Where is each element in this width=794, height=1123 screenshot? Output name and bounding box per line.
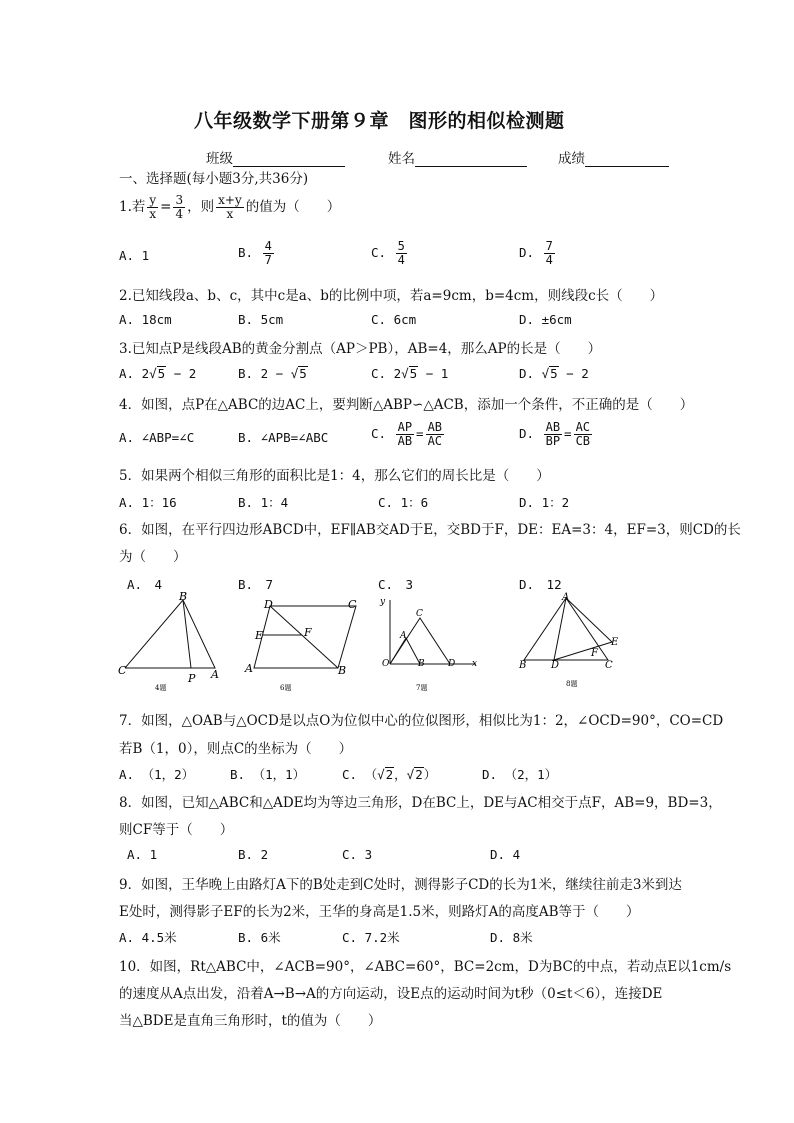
question-1: 1.若 $\frac{y}{x}$ = $\frac{3}{4}$ ，则 $\frac{x+y}{x}$ 的值为（ ） xyxy=(119,193,341,221)
svg-text:B: B xyxy=(519,660,527,671)
svg-text:O: O xyxy=(382,659,390,669)
svg-text:C: C xyxy=(118,664,127,677)
svg-text:4题: 4题 xyxy=(155,684,167,692)
svg-text:A: A xyxy=(562,592,570,603)
figure-q6 xyxy=(242,592,362,692)
figure-q7 xyxy=(376,592,486,692)
q6-option-d[interactable]: D. 12 xyxy=(519,577,562,592)
q5-option-c[interactable]: C. 1：6 xyxy=(378,495,429,510)
question-8-line1: 8．如图，已知△ABC和△ADE均为等边三角形，D在BC上，DE与AC相交于点F，AB=9，BD=3， xyxy=(119,795,722,811)
name-blank[interactable] xyxy=(415,152,527,167)
q5-option-d[interactable]: D. 1：2 xyxy=(519,495,570,510)
svg-text:F: F xyxy=(591,648,598,659)
q8-option-b[interactable]: B. 2 xyxy=(238,847,269,862)
q3-option-d[interactable]: D. √5 − 2 xyxy=(519,366,589,381)
question-10-line3: 当△BDE是直角三角形时，t的值为（ ） xyxy=(119,1013,382,1029)
q7-option-a[interactable]: A. （1，2） xyxy=(119,767,195,782)
svg-text:A: A xyxy=(245,662,253,675)
svg-text:8题: 8题 xyxy=(566,680,578,688)
svg-text:B: B xyxy=(418,659,425,669)
svg-text:P: P xyxy=(188,672,196,685)
q8-option-c[interactable]: C. 3 xyxy=(342,847,373,862)
svg-text:B: B xyxy=(338,664,347,677)
q9-option-d[interactable]: D. 8米 xyxy=(490,930,533,945)
class-label: 班级 xyxy=(206,151,233,167)
q9-option-a[interactable]: A. 4.5米 xyxy=(119,930,177,945)
svg-text:F: F xyxy=(304,626,312,639)
question-4: 4．如图，点P在△ABC的边AC上，要判断△ABP∽△ACB，添加一个条件，不正确的是（ ） xyxy=(119,397,694,413)
q9-option-b[interactable]: B. 6米 xyxy=(238,930,281,945)
q1-option-b[interactable]: B. $\frac{4}{7}$ xyxy=(238,239,272,267)
svg-text:B: B xyxy=(179,592,188,603)
q4-option-a[interactable]: A. ∠ABP=∠C xyxy=(119,430,195,445)
svg-text:D: D xyxy=(264,598,273,611)
question-3: 3.已知点P是线段AB的黄金分割点（AP＞PB），AB=4，那么AP的长是（ ） xyxy=(119,341,602,357)
q4-option-b[interactable]: B. ∠APB=∠ABC xyxy=(238,430,329,445)
score-label: 成绩 xyxy=(558,151,585,167)
q5-option-a[interactable]: A. 1：16 xyxy=(119,495,177,510)
question-10-line1: 10．如图，Rt△ABC中，∠ACB=90°，∠ABC=60°，BC=2cm，D为BC的中点，若动点E以1cm/s xyxy=(119,959,732,975)
question-8-line2: 则CF等于（ ） xyxy=(119,822,234,838)
svg-text:C: C xyxy=(416,609,423,619)
q3-option-c[interactable]: C. 2√5 − 1 xyxy=(371,366,449,381)
q1-option-c[interactable]: C. $\frac{5}{4}$ xyxy=(371,239,405,267)
figure-q8 xyxy=(514,590,624,690)
question-9-line1: 9．如图，王华晚上由路灯A下的B处走到C处时，测得影子CD的长为1米，继续往前走3米到达 xyxy=(119,877,682,893)
svg-text:E: E xyxy=(255,629,264,642)
svg-text:D: D xyxy=(551,660,560,671)
q1-option-d[interactable]: D. $\frac{7}{4}$ xyxy=(519,239,553,267)
q5-option-b[interactable]: B. 1：4 xyxy=(238,495,289,510)
question-10-line2: 的速度从A点出发，沿着A→B→A的方向运动，设E点的运动时间为t秒（0≤t＜6），连接DE xyxy=(119,986,663,1002)
svg-text:E: E xyxy=(611,637,619,648)
svg-text:A: A xyxy=(400,631,407,641)
class-field[interactable] xyxy=(206,147,345,167)
q9-option-c[interactable]: C. 7.2米 xyxy=(342,930,400,945)
question-7-line1: 7．如图，△OAB与△OCD是以点O为位似中心的位似图形，相似比为1：2，∠OCD=90°，CO=CD xyxy=(119,713,724,729)
q8-option-d[interactable]: D. 4 xyxy=(490,847,521,862)
q6-option-b[interactable]: B. 7 xyxy=(238,577,274,592)
question-6-line2: 为（ ） xyxy=(119,549,187,565)
svg-text:A: A xyxy=(211,668,219,681)
question-6-line1: 6．如图，在平行四边形ABCD中，EF∥AB交AD于E，交BD于F，DE：EA=3：4，EF=3，则CD的长 xyxy=(119,522,741,538)
svg-text:6题: 6题 xyxy=(280,684,292,692)
q2-option-c[interactable]: C. 6cm xyxy=(371,312,417,327)
q2-option-d[interactable]: D. ±6cm xyxy=(519,312,572,327)
q2-option-b[interactable]: B. 5cm xyxy=(238,312,284,327)
q7-option-d[interactable]: D. （2，1） xyxy=(482,767,558,782)
question-7-line2: 若B（1，0），则点C的坐标为（ ） xyxy=(119,741,353,757)
question-5: 5．如果两个相似三角形的面积比是1：4，那么它们的周长比是（ ） xyxy=(119,468,550,484)
q4-option-c[interactable]: C. $\frac{AP}{AB}$ = $\frac{AB}{AC}$ xyxy=(371,420,443,448)
svg-text:x: x xyxy=(472,659,478,669)
figure-q4 xyxy=(115,592,225,692)
q2-option-a[interactable]: A. 18cm xyxy=(119,312,172,327)
class-blank[interactable] xyxy=(233,152,345,167)
q4-option-d[interactable]: D. $\frac{AB}{BP}$ = $\frac{AC}{CB}$ xyxy=(519,420,591,448)
score-field[interactable] xyxy=(558,147,669,167)
name-label: 姓名 xyxy=(388,151,415,167)
svg-text:7题: 7题 xyxy=(416,684,428,692)
question-9-line2: E处时，测得影子EF的长为2米，王华的身高是1.5米，则路灯A的高度AB等于（ ） xyxy=(119,904,640,920)
q1-option-a[interactable]: A. 1 xyxy=(119,248,150,263)
score-blank[interactable] xyxy=(585,152,669,167)
page-title: 八年级数学下册第９章 图形的相似检测题 xyxy=(194,110,565,132)
q3-option-b[interactable]: B. 2 − √5 xyxy=(238,366,307,381)
q6-option-c[interactable]: C. 3 xyxy=(378,577,414,592)
svg-text:D: D xyxy=(448,659,456,669)
svg-text:C: C xyxy=(605,660,613,671)
name-field[interactable] xyxy=(388,147,527,167)
section-heading: 一、选择题(每小题3分,共36分) xyxy=(119,171,309,187)
question-2: 2.已知线段a、b、c，其中c是a、b的比例中项，若a=9cm，b=4cm，则线段c长（ ） xyxy=(119,288,664,304)
q7-option-c[interactable]: C. （√2，√2） xyxy=(342,767,437,782)
q3-option-a[interactable]: A. 2√5 − 2 xyxy=(119,366,197,381)
q6-option-a[interactable]: A. 4 xyxy=(127,577,163,592)
q8-option-a[interactable]: A. 1 xyxy=(127,847,158,862)
svg-text:C: C xyxy=(348,598,357,611)
svg-text:y: y xyxy=(380,597,386,607)
q7-option-b[interactable]: B. （1，1） xyxy=(230,767,306,782)
